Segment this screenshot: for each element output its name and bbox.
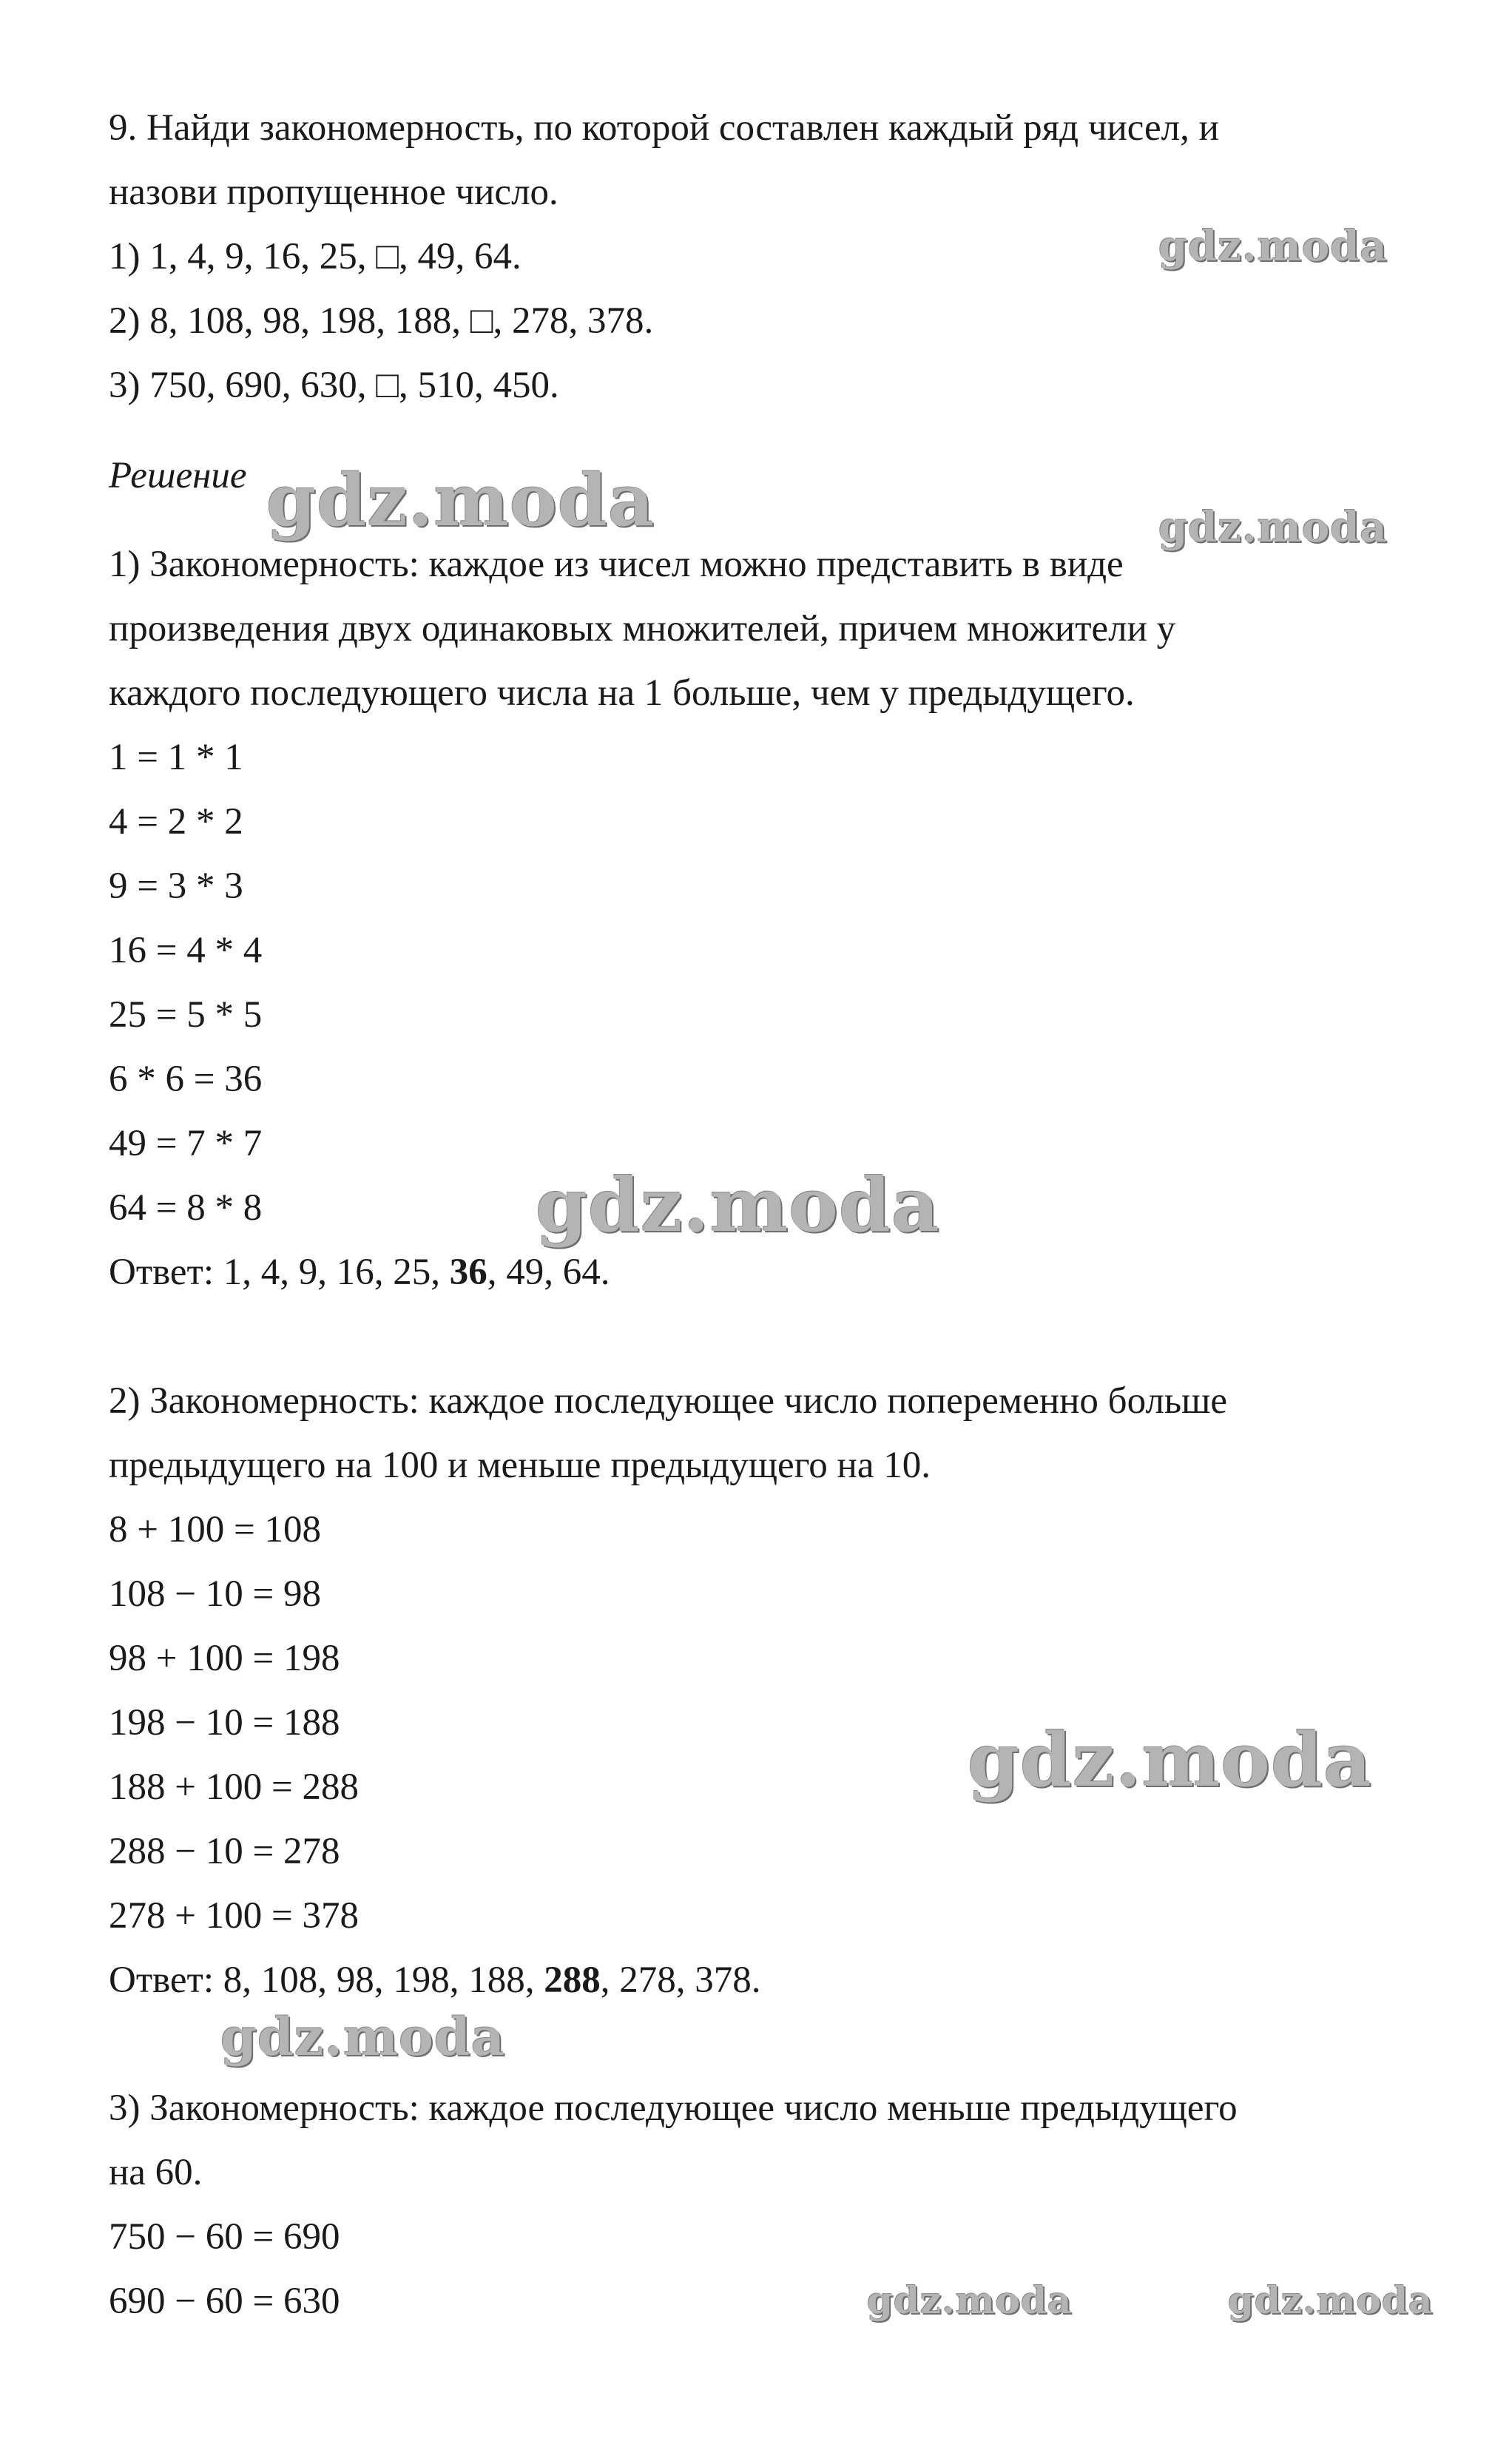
- part3-step: 750 − 60 = 690: [109, 2216, 340, 2258]
- part1-step: 16 = 4 * 4: [109, 930, 263, 971]
- watermark-logo: gdz.moda: [1158, 503, 1388, 552]
- part1-step: 64 = 8 * 8: [109, 1187, 263, 1229]
- part2-step: 188 + 100 = 288: [109, 1766, 360, 1808]
- part3-rule-line-2: на 60.: [109, 2152, 203, 2193]
- part1-step: 9 = 3 * 3: [109, 865, 243, 907]
- part2-answer: [109, 1958, 761, 2002]
- part1-step: 6 * 6 = 36: [109, 1059, 263, 1100]
- part3-rule-line-1: 3) Закономерность: каждое последующее число меньше предыдущего: [109, 2087, 1238, 2129]
- part2-step: 108 − 10 = 98: [109, 1573, 322, 1615]
- part2-step: 278 + 100 = 378: [109, 1895, 360, 1937]
- watermark-logo: gdz.moda: [968, 1716, 1372, 1803]
- watermark-logo: gdz.moda: [1228, 2278, 1434, 2322]
- part2-rule-line-2: предыдущего на 100 и меньше предыдущего на 10.: [109, 1445, 931, 1486]
- part1-step: 1 = 1 * 1: [109, 737, 243, 778]
- task-item-2: 2) 8, 108, 98, 198, 188, □, 278, 378.: [109, 300, 654, 342]
- part1-rule-line-3: каждого последующего числа на 1 больше, чем у предыдущего.: [109, 672, 1135, 714]
- watermark-logo: gdz.moda: [1158, 222, 1388, 271]
- part2-answer-prefix: Ответ: 8, 108, 98, 198, 188,: [109, 1960, 544, 2001]
- task-item-1: 1) 1, 4, 9, 16, 25, □, 49, 64.: [109, 236, 522, 277]
- part1-step: 25 = 5 * 5: [109, 994, 263, 1036]
- solution-label: Решение: [109, 455, 247, 496]
- part2-step: 8 + 100 = 108: [109, 1509, 322, 1550]
- part2-answer-highlight: 288: [544, 1960, 601, 2001]
- part1-answer-prefix: Ответ: 1, 4, 9, 16, 25,: [109, 1252, 450, 1293]
- watermark-logo: gdz.moda: [536, 1161, 940, 1249]
- part3-step: 690 − 60 = 630: [109, 2281, 340, 2322]
- watermark-logo: gdz.moda: [266, 459, 655, 542]
- part1-answer-highlight: 36: [449, 1252, 487, 1293]
- task-text-line-2: назови пропущенное число.: [109, 172, 558, 213]
- task-text-line-1: 9. Найди закономерность, по которой составлен каждый ряд чисел, и: [109, 107, 1219, 149]
- part1-answer-suffix: , 49, 64.: [487, 1252, 610, 1293]
- part1-rule-line-1: 1) Закономерность: каждое из чисел можно представить в виде: [109, 544, 1124, 585]
- task-item-3: 3) 750, 690, 630, □, 510, 450.: [109, 365, 559, 406]
- part2-rule-line-1: 2) Закономерность: каждое последующее число попеременно больше: [109, 1380, 1228, 1422]
- watermark-logo: gdz.moda: [220, 2006, 506, 2068]
- part1-step: 49 = 7 * 7: [109, 1123, 263, 1164]
- watermark-logo: gdz.moda: [867, 2278, 1073, 2322]
- part2-step: 288 − 10 = 278: [109, 1831, 340, 1872]
- part1-rule-line-2: произведения двух одинаковых множителей, причем множители у: [109, 608, 1176, 649]
- part2-answer-suffix: , 278, 378.: [600, 1960, 761, 2001]
- part2-step: 98 + 100 = 198: [109, 1638, 340, 1679]
- part1-answer: [109, 1250, 610, 1295]
- part2-step: 198 − 10 = 188: [109, 1702, 340, 1744]
- part1-step: 4 = 2 * 2: [109, 801, 243, 843]
